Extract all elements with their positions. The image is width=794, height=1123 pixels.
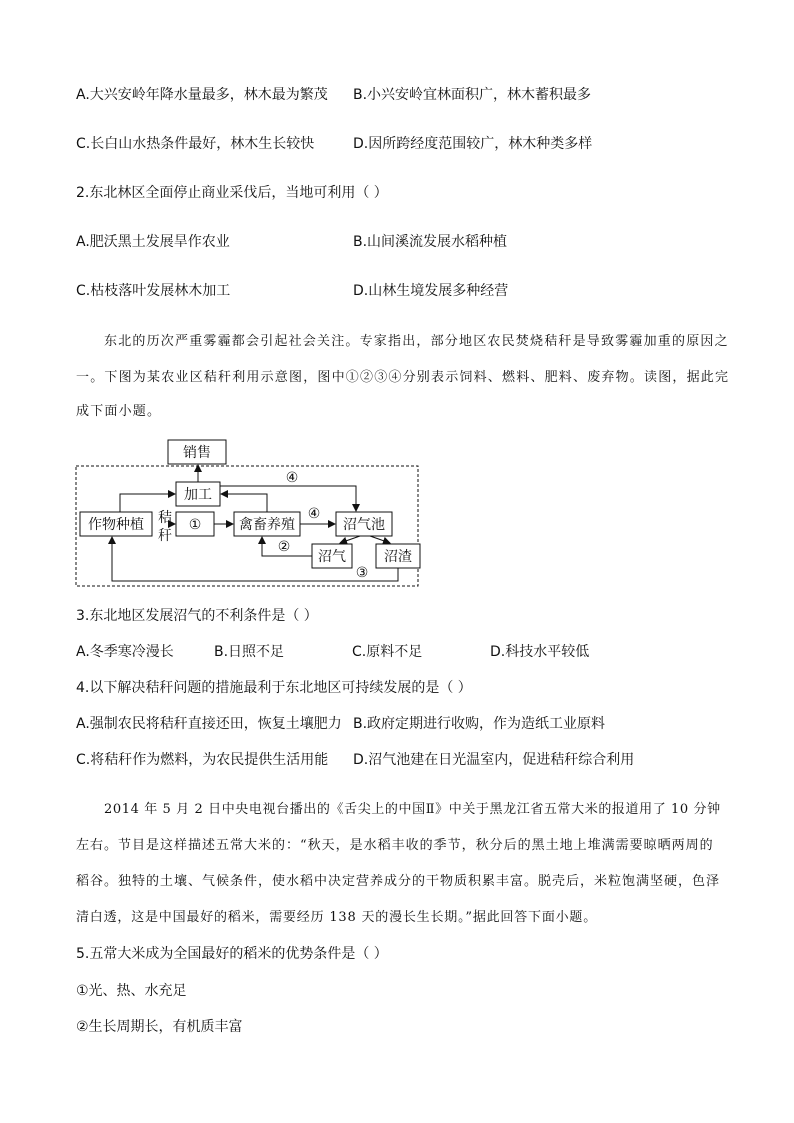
node-3: ③ xyxy=(355,565,369,581)
passage1-line3: 成下面小题。 xyxy=(76,404,162,419)
q5-option-2: ②生长周期长，有机质丰富 xyxy=(76,1019,243,1035)
digester-label: 沼气池 xyxy=(343,517,385,533)
q5-option-1: ①光、热、水充足 xyxy=(76,983,187,999)
q3-option-c: C.原料不足 xyxy=(352,644,423,660)
q1-option-a: A.大兴安岭年降水量最多，林木最为繁茂 xyxy=(76,87,328,103)
passage2-line4: 清白透，这是中国最好的稻米，需要经历 138 天的漫长生长期。”据此回答下面小题。 xyxy=(76,910,598,925)
arrow-process-digester xyxy=(220,486,356,511)
passage1-line1: 东北的历次严重雾霾都会引起社会关注。专家指出，部分地区农民焚烧秸秆是导致雾霾加重的原因之 xyxy=(104,334,729,349)
q2-stem: 2.东北林区全面停止商业采伐后，当地可利用（ ） xyxy=(76,185,388,201)
q5-stem: 5.五常大米成为全国最好的稻米的优势条件是（ ） xyxy=(76,946,388,962)
straw-char-1: 秸 xyxy=(158,510,172,526)
passage2-line2: 左右。节目是这样描述五常大米的：“秋天，是水稻丰收的季节，秋分后的黑土地上堆满需要晾晒两周的 xyxy=(76,838,714,853)
passage2-line1: 2014 年 5 月 2 日中央电视台播出的《舌尖上的中国Ⅱ》中关于黑龙江省五常大米的报道用了 10 分钟 xyxy=(104,802,721,817)
q4-stem: 4.以下解决秸秆问题的措施最利于东北地区可持续发展的是（ ） xyxy=(76,680,472,696)
arrow-digester-residue xyxy=(370,536,390,543)
q3-option-a: A.冬季寒冷漫长 xyxy=(76,644,174,660)
q4-option-d: D.沼气池建在日光温室内，促进秸秆综合利用 xyxy=(353,752,635,768)
node-1: ① xyxy=(188,517,202,533)
q2-option-a: A.肥沃黑土发展旱作农业 xyxy=(76,234,230,250)
q2-option-b: B.山间溪流发展水稻种植 xyxy=(353,234,508,250)
straw-char-2: 秆 xyxy=(158,528,172,544)
biogas-label: 沼气 xyxy=(318,549,346,565)
q1-option-c: C.长白山水热条件最好，林木生长较快 xyxy=(76,136,315,152)
process-label: 加工 xyxy=(184,487,212,503)
q3-stem: 3.东北地区发展沼气的不利条件是（ ） xyxy=(76,608,318,624)
q3-option-d: D.科技水平较低 xyxy=(490,644,590,660)
livestock-label: 禽畜养殖 xyxy=(239,517,295,533)
q4-option-b: B.政府定期进行收购，作为造纸工业原料 xyxy=(353,716,606,732)
q4-option-a: A.强制农民将秸秆直接还田，恢复土壤肥力 xyxy=(76,716,342,732)
node-2: ② xyxy=(277,539,291,555)
q3-option-b: B.日照不足 xyxy=(214,644,285,660)
sale-label: 销售 xyxy=(183,445,211,461)
crop-label: 作物种植 xyxy=(88,517,144,533)
arrow-digester-biogas xyxy=(340,536,360,543)
q2-option-d: D.山林生境发展多种经营 xyxy=(353,283,509,299)
passage1-line2: 一。下图为某农业区秸秆利用示意图，图中①②③④分别表示饲料、燃料、肥料、废弃物。读图，据此完 xyxy=(76,370,730,385)
arrow-livestock-process xyxy=(221,494,267,512)
node-4b: ④ xyxy=(307,506,321,522)
passage2-line3: 稻谷。独特的土壤、气候条件，使水稻中决定营养成分的干物质积累丰富。脱壳后，米粒饱满坚硬，色泽 xyxy=(76,874,721,889)
straw-utilization-diagram xyxy=(70,436,430,591)
q1-option-d: D.因所跨经度范围较广，林木种类多样 xyxy=(353,136,593,152)
q2-option-c: C.枯枝落叶发展林木加工 xyxy=(76,283,231,299)
q1-option-b: B.小兴安岭宜林面积广，林木蓄积最多 xyxy=(353,87,592,103)
residue-label: 沼渣 xyxy=(384,549,412,565)
node-4a: ④ xyxy=(285,470,299,486)
q4-option-c: C.将秸秆作为燃料，为农民提供生活用能 xyxy=(76,752,329,768)
